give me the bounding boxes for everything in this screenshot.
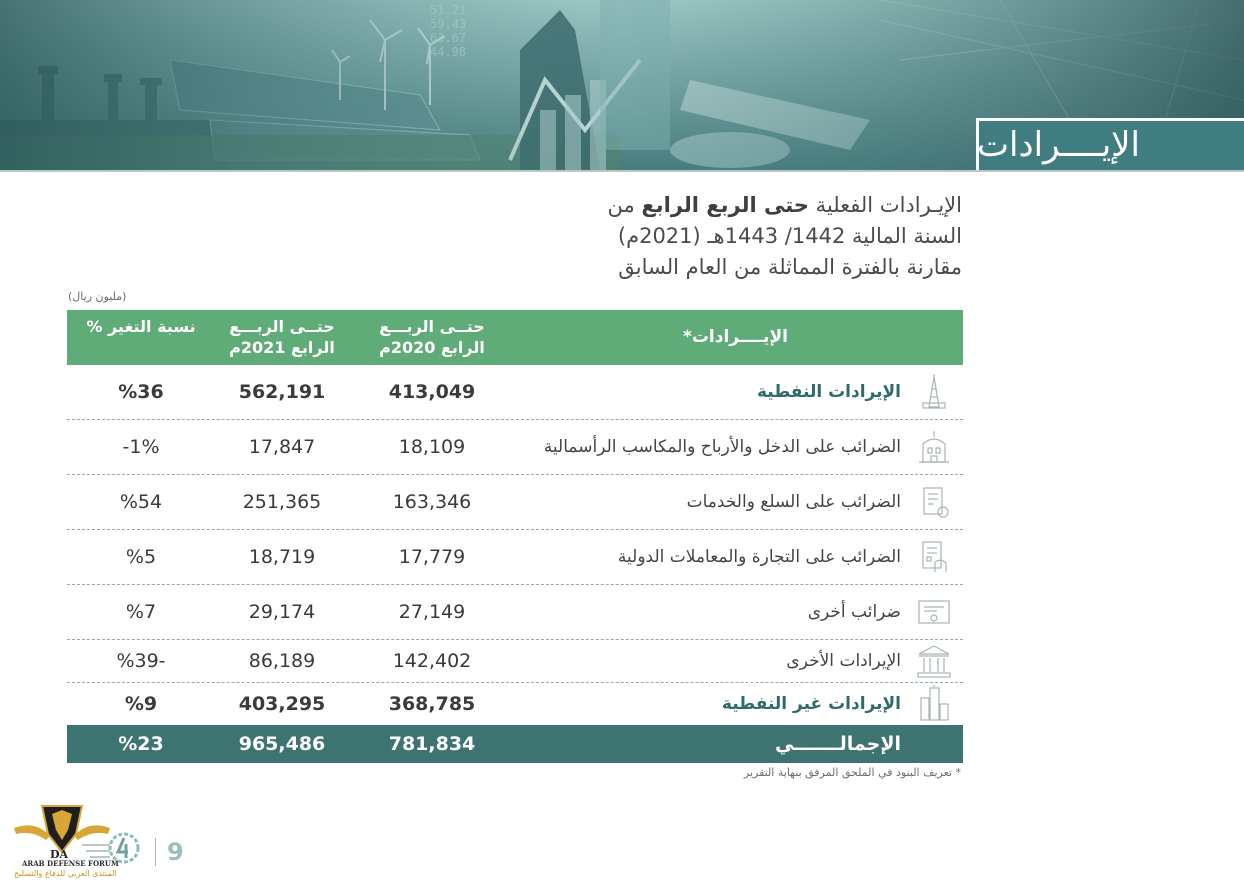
report-subtitle [402,190,962,283]
value-2021: 251,365 [242,491,322,513]
value-2021: 562,191 [238,381,326,403]
revenue-table [67,310,963,763]
value-2021: 29,174 [248,601,316,623]
header-banner [0,0,1244,172]
row-label: ضرائب أخرى [807,602,901,622]
value-2021: 403,295 [238,693,326,715]
header-revenues: الإيــــرادات* [682,327,788,347]
row-label: الضرائب على الدخل والأرباح والمكاسب الرأسمالية [543,437,901,457]
city-icon [915,684,953,722]
value-2021: 965,486 [238,733,326,755]
forum-name-arabic: المنتدى العربي للدفاع والتسليح [14,869,117,878]
change-percent: %5 [125,546,157,568]
change-percent: %7 [125,601,157,623]
row-label: الإجمالـــــــي [774,733,901,755]
table-row-trade-tax [67,530,963,585]
value-2021: 86,189 [248,650,316,672]
value-2021: 17,847 [248,436,316,458]
table-row-goods-services-tax [67,475,963,530]
subtitle-text: من [607,193,642,217]
change-percent: %39- [116,650,166,672]
row-label: الإيرادات النفطية [756,382,901,402]
value-2020: 18,109 [398,436,466,458]
page-number: 9 [167,838,184,866]
building-icon [915,428,953,466]
change-percent: %54 [119,491,163,513]
page-title: الإيــــرادات [977,125,1140,165]
subtitle-line-1 [402,190,962,221]
table-row-oil-revenues [67,365,963,420]
value-2020: 142,402 [392,650,472,672]
receipt-icon [915,483,953,521]
table-row-other-taxes [67,585,963,640]
page-number-divider [155,838,156,866]
oil-rig-icon [915,373,953,411]
change-percent: %36 [118,381,164,403]
table-row-income-tax [67,420,963,475]
value-2020: 17,779 [398,546,466,568]
document-hand-icon [915,538,953,576]
change-percent: %9 [124,693,158,715]
value-2021: 18,719 [248,546,316,568]
value-2020: 27,149 [398,601,466,623]
bank-icon [915,642,953,680]
subtitle-text: الإيـرادات الفعلية [808,193,962,217]
table-row-non-oil-revenues [67,683,963,725]
header-q4-2021: حتــى الربـــع الرابع 2021م [229,317,335,357]
banner-divider [0,170,1244,172]
row-label: الإيرادات الأخرى [786,651,901,671]
certificate-icon [915,593,953,631]
value-2020: 413,049 [388,381,476,403]
row-label: الضرائب على السلع والخدمات [686,492,901,512]
table-row-total [67,725,963,763]
subtitle-line-3: مقارنة بالفترة المماثلة من العام السابق [618,255,962,279]
forum-name: ARAB DEFENSE FORUM [22,859,119,868]
subtitle-emphasis: حتى الربع الرابع [641,193,809,217]
header-q4-2020: حتــى الربـــع الرابع 2020م [379,317,485,357]
footnote: * تعريف البنود في الملحق المرفق بنهاية التقرير [743,766,961,779]
value-2020: 163,346 [392,491,472,513]
change-percent: %23 [118,733,164,755]
value-2020: 781,834 [388,733,476,755]
value-2020: 368,785 [388,693,476,715]
anniversary-logo [82,828,150,872]
subtitle-line-2: السنة المالية 1442/ 1443هـ (2021م) [617,224,962,248]
change-percent: -1% [122,436,160,458]
table-header [67,310,963,365]
row-label: الضرائب على التجارة والمعاملات الدولية [617,547,901,567]
section-title-box [976,118,1244,170]
header-change: نسبة التغير % [86,317,196,336]
table-row-other-revenues [67,640,963,683]
forum-initials: DA [50,848,69,861]
row-label: الإيرادات غير النفطية [721,694,901,714]
unit-note: (مليون ريال) [68,290,127,303]
